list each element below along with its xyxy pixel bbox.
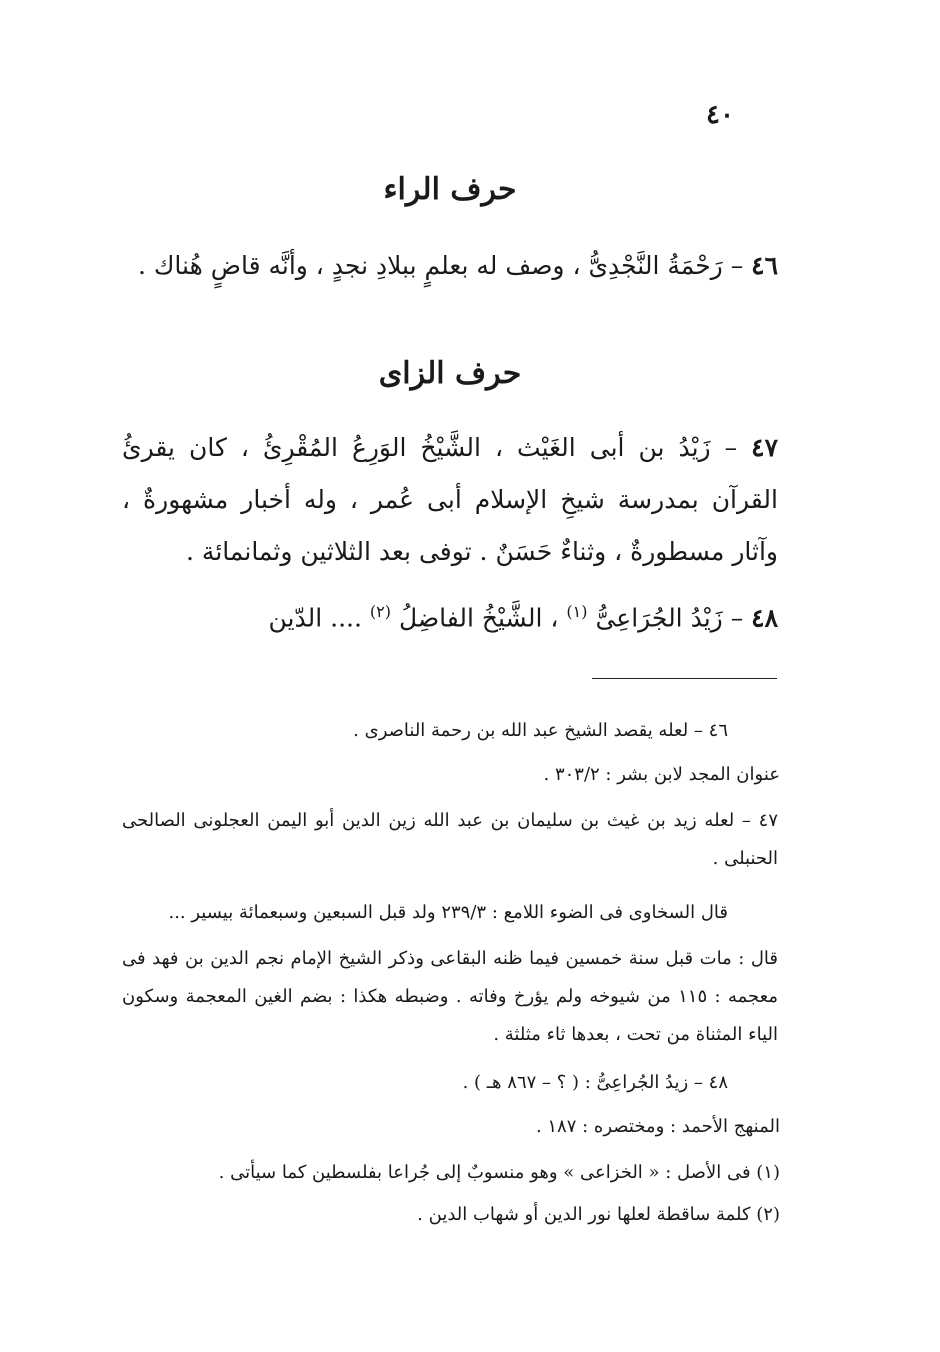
entry-47 (122, 422, 778, 578)
entry-text: رَحْمَةُ النَّجْدِىُّ ، وصف له بعلمٍ ببلادِ نجدٍ ، وأنَّه قاضٍ هُناك . (137, 251, 723, 280)
entry-text-name: زَيْدُ الجُرَاعِىُّ (595, 603, 723, 633)
section-heading-ra: حرف الراء (383, 172, 517, 207)
note-47-line-3: قال : مات قبل سنة خمسين فيما ظنه البقاعى وذكر الشيخ الإمام نجم الدين بن فهد فى معجمه : ١١٥ من شيوخه ولم يؤرخ وفاته . وضبطه هكذا : بضم الغين المعجمة وسكون الياء المثناة من تحت ، بعدها ثاء مثلثة . (122, 948, 778, 1045)
footnote-ref-1: (١) (566, 602, 588, 621)
entry-text: زَيْدُ بن أبى الغَيْث ، الشَّيْخُ الوَرِعُ المُقْرِئُ ، كان يقرئُ القرآن بمدرسة شيخِ الإسلام أبى عُمر ، وله أخبار مشهورةٌ ، وآثار مسطورةٌ ، وثناءٌ حَسَنٌ . توفى بعد الثلاثين وثمانمائة . (122, 433, 778, 566)
note-46-line-1: ٤٦ – لعله يقصد الشيخ عبد الله بن رحمة الناصرى . (353, 720, 728, 741)
entry-number: ٤٦ (751, 251, 778, 280)
footnote-ref-2: (٢) (369, 602, 391, 621)
page-number: ٤٠ (706, 100, 734, 130)
footnote-2: (٢) كلمة ساقطة لعلها نور الدين أو شهاب الدين . (417, 1204, 780, 1225)
entry-46 (122, 240, 778, 292)
note-48-line-2: المنهج الأحمد : ومختصره : ١٨٧ . (535, 1116, 780, 1137)
entry-number: ٤٨ (751, 603, 778, 633)
entry-text-tail: .... الدّين (268, 603, 362, 633)
footnote-1: (١) فى الأصل : « الخزاعى » وهو منسوبٌ إلى جُراعا بفلسطين كما سيأتى . (218, 1162, 780, 1183)
section-heading-zay: حرف الزاى (378, 356, 522, 391)
entry-number: ٤٧ (751, 433, 779, 462)
entry-dash: – (724, 433, 738, 462)
entry-dash: – (730, 603, 744, 633)
footnote-divider (592, 678, 777, 679)
entry-text-title: ، الشَّيْخُ الفاضِلُ (398, 603, 559, 633)
note-47-line-2: قال السخاوى فى الضوء اللامع : ٢٣٩/٣ ولد قبل السبعين وسبعمائة بيسير ... (168, 902, 728, 923)
note-47-line-1: ٤٧ – لعله زيد بن غيث بن سليمان بن عبد الله زين الدين أبو اليمن العجلونى الصالحى الحنبلى . (122, 810, 778, 869)
note-48-line-1: ٤٨ – زيدُ الجُراعِىُّ : ( ؟ – ٨٦٧ هـ ) . (462, 1072, 728, 1093)
entry-48 (122, 586, 778, 644)
entry-dash: – (730, 251, 744, 280)
note-46-line-2: عنوان المجد لابن بشر : ٣٠٣/٢ . (543, 764, 780, 785)
